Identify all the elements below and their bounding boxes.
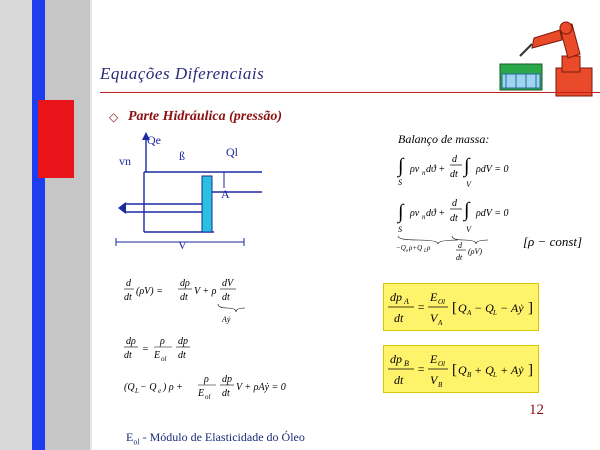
robot-arm-logo xyxy=(496,8,600,100)
svg-text:− Q: − Q xyxy=(474,301,494,315)
svg-text:e: e xyxy=(406,249,409,254)
mass-balance-heading: Balanço de massa: xyxy=(398,132,490,146)
title-divider xyxy=(100,92,600,93)
svg-text:=: = xyxy=(417,300,426,314)
svg-text:∫: ∫ xyxy=(398,201,404,223)
svg-text:V: V xyxy=(430,373,438,387)
svg-text:dϑ +: dϑ + xyxy=(426,164,446,175)
label-a: A xyxy=(221,187,230,201)
svg-text:(Q: (Q xyxy=(124,382,135,393)
svg-text:E: E xyxy=(430,352,438,366)
svg-text:dt: dt xyxy=(178,350,186,361)
svg-text:d: d xyxy=(458,241,462,250)
svg-text:ρdV = 0: ρdV = 0 xyxy=(476,164,509,175)
svg-text:(ρV) =: (ρV) = xyxy=(136,286,163,297)
svg-text:+ Aẏ: + Aẏ xyxy=(500,363,524,377)
svg-text:]: ] xyxy=(528,362,533,378)
svg-text:A: A xyxy=(467,309,472,317)
svg-text:dp: dp xyxy=(390,352,402,366)
mass-balance-equations xyxy=(396,150,526,262)
svg-text:−Q: −Q xyxy=(396,244,406,252)
svg-text:L: L xyxy=(493,309,497,317)
svg-text:dϑ +: dϑ + xyxy=(426,208,446,219)
svg-text:ρ: ρ xyxy=(204,374,209,385)
svg-text:dt: dt xyxy=(394,311,404,325)
svg-text:B: B xyxy=(438,381,443,389)
svg-text:B: B xyxy=(467,371,472,379)
slide-title: Equações Diferenciais xyxy=(100,64,265,83)
svg-text:[: [ xyxy=(452,362,457,378)
label-vn: vn xyxy=(119,154,131,168)
svg-text:Ol: Ol xyxy=(438,360,445,368)
svg-text:B: B xyxy=(404,359,409,368)
hydraulic-diagram xyxy=(114,132,264,254)
pressure-equation-a xyxy=(383,283,539,331)
svg-text:dp: dp xyxy=(222,374,232,385)
svg-text:V: V xyxy=(466,180,471,189)
footnote-sub: ol xyxy=(133,437,140,447)
const-label: [ρ − const] xyxy=(523,234,583,249)
svg-text:ol: ol xyxy=(205,393,211,401)
svg-text:dt: dt xyxy=(124,292,132,303)
left-bar-gray-wide xyxy=(44,0,90,450)
footnote-prefix: E xyxy=(126,430,134,444)
svg-text:=: = xyxy=(417,362,426,376)
label-ql: Ql xyxy=(226,145,238,159)
svg-text:V + ρAẏ = 0: V + ρAẏ = 0 xyxy=(236,382,286,393)
svg-text:]: ] xyxy=(528,300,533,316)
svg-text:dp: dp xyxy=(390,290,402,304)
pressure-equation-b xyxy=(383,345,539,393)
svg-text:Aẏ: Aẏ xyxy=(222,315,231,324)
svg-text:) ρ +: ) ρ + xyxy=(163,382,183,393)
svg-text:V: V xyxy=(466,225,471,234)
svg-text:ρ+Q: ρ+Q xyxy=(409,244,423,252)
svg-text:V + ρ: V + ρ xyxy=(194,286,217,297)
svg-text:L: L xyxy=(424,249,427,254)
svg-text:E: E xyxy=(154,350,161,361)
svg-text:dt: dt xyxy=(222,292,230,303)
svg-text:E: E xyxy=(430,290,438,304)
footnote xyxy=(126,430,305,446)
svg-text:dt: dt xyxy=(222,388,230,399)
svg-text:ol: ol xyxy=(161,355,167,363)
svg-text:L: L xyxy=(135,387,139,395)
svg-text:∫: ∫ xyxy=(464,155,470,177)
svg-text:dp: dp xyxy=(178,336,188,347)
svg-text:∫: ∫ xyxy=(464,199,470,221)
svg-text:ρ: ρ xyxy=(427,244,431,252)
svg-text:− Q: − Q xyxy=(140,382,157,393)
svg-text:− Aẏ: − Aẏ xyxy=(500,301,524,315)
svg-text:∫: ∫ xyxy=(398,155,404,177)
svg-text:dt: dt xyxy=(394,373,404,387)
svg-text:[: [ xyxy=(452,300,457,316)
svg-text:Ol: Ol xyxy=(438,298,445,306)
left-bar-red xyxy=(38,100,74,178)
page-number: 12 xyxy=(529,402,544,418)
bullet-icon: ◇ xyxy=(109,110,119,124)
svg-text:E: E xyxy=(198,388,205,399)
svg-text:n: n xyxy=(422,213,426,221)
footnote-text: - Módulo de Elasticidade do Óleo xyxy=(142,430,305,444)
svg-text:A: A xyxy=(404,297,409,306)
svg-text:ρ: ρ xyxy=(160,336,165,347)
svg-text:+ Q: + Q xyxy=(474,363,494,377)
svg-text:A: A xyxy=(438,319,443,327)
svg-text:S: S xyxy=(398,225,402,234)
continuity-equations xyxy=(118,278,308,408)
svg-text:dρ: dρ xyxy=(126,336,136,347)
svg-text:d: d xyxy=(126,278,131,289)
svg-text:dρ: dρ xyxy=(180,278,190,289)
svg-text:ρv: ρv xyxy=(410,208,420,219)
section-subtitle: Parte Hidráulica (pressão) xyxy=(128,109,282,124)
svg-text:dt: dt xyxy=(180,292,188,303)
label-beta: ß xyxy=(179,149,185,163)
svg-text:dt: dt xyxy=(124,350,132,361)
svg-text:dt: dt xyxy=(450,169,458,180)
svg-text:ρdV = 0: ρdV = 0 xyxy=(476,208,509,219)
svg-text:ρv: ρv xyxy=(410,164,420,175)
svg-text:Q: Q xyxy=(458,363,467,377)
label-qe: Qe xyxy=(147,133,161,147)
svg-text:d: d xyxy=(452,198,457,209)
svg-text:Q: Q xyxy=(458,301,467,315)
svg-text:=: = xyxy=(142,344,149,355)
left-bar-gray xyxy=(0,0,32,450)
svg-text:(ρV): (ρV) xyxy=(468,247,483,256)
svg-text:L: L xyxy=(493,371,497,379)
svg-text:dt: dt xyxy=(456,253,463,262)
label-v: V xyxy=(178,238,187,252)
svg-text:S: S xyxy=(398,178,402,187)
svg-text:d: d xyxy=(452,154,457,165)
svg-text:dt: dt xyxy=(450,213,458,224)
svg-text:e: e xyxy=(158,387,162,395)
left-bar-blue xyxy=(32,0,45,450)
svg-text:V: V xyxy=(430,311,438,325)
svg-text:n: n xyxy=(422,169,426,177)
svg-text:dV: dV xyxy=(222,278,234,289)
